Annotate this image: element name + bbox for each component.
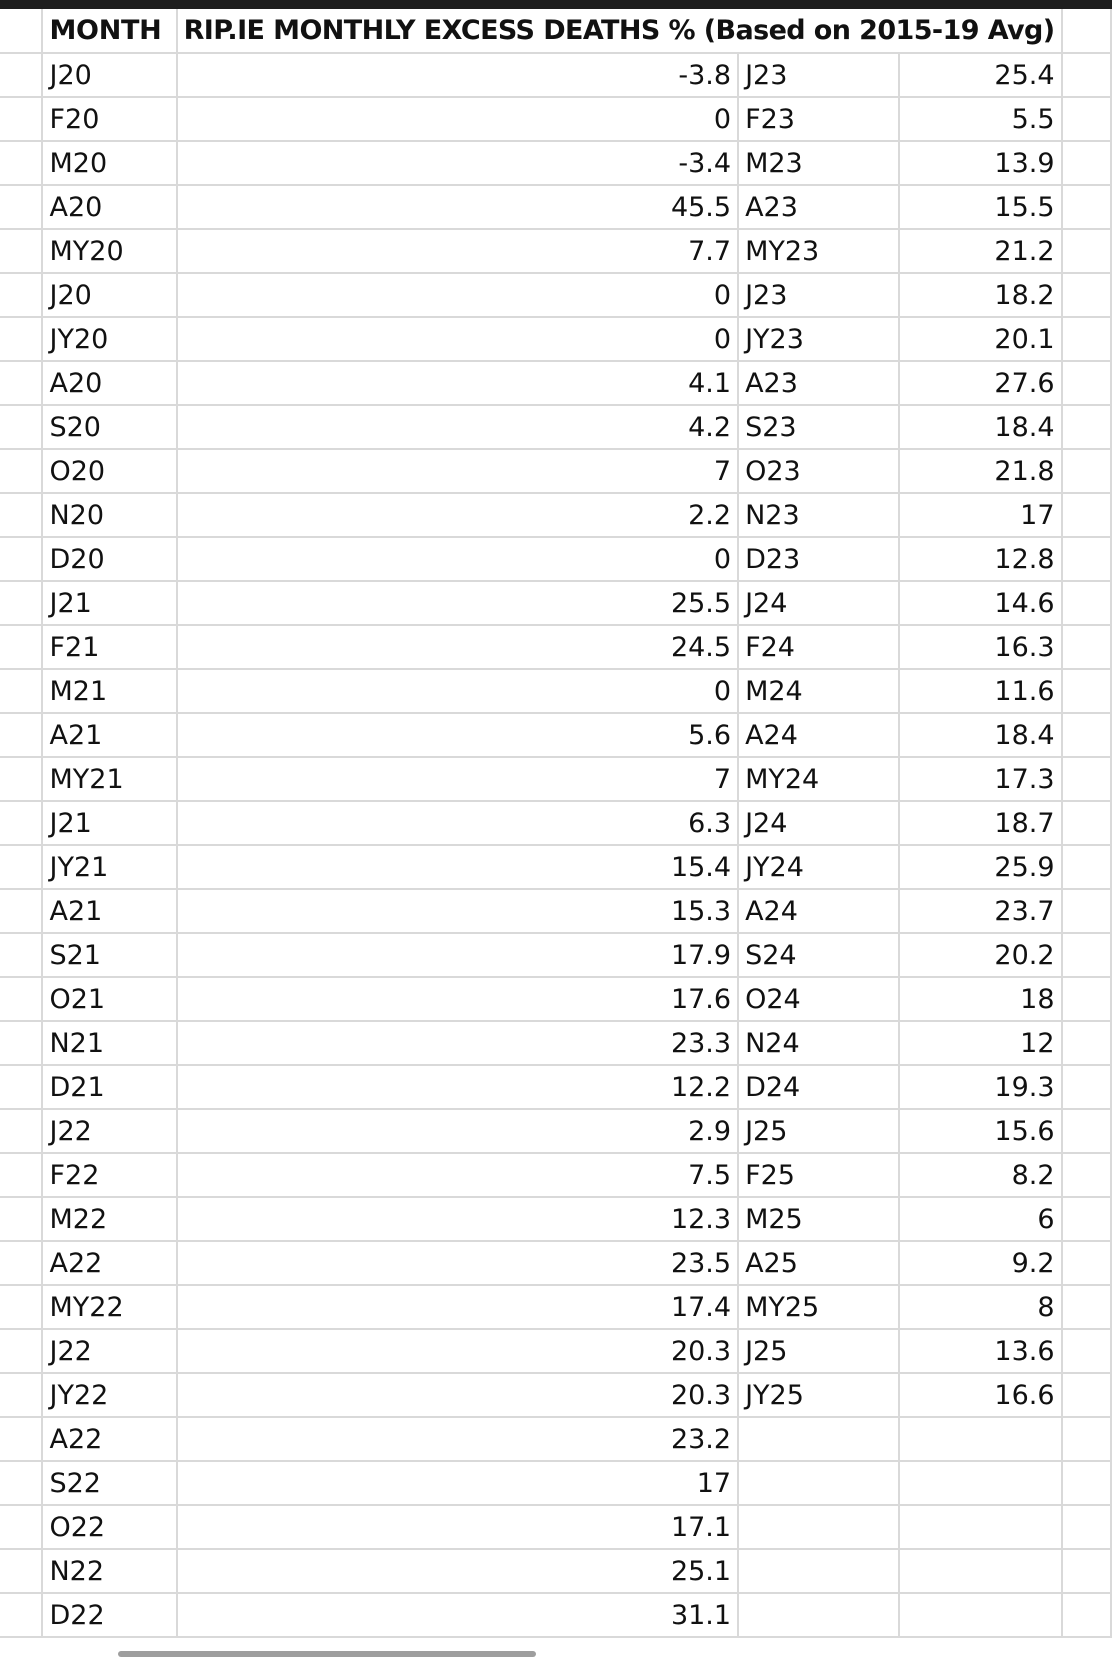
empty-cell[interactable]	[1062, 1241, 1111, 1285]
title-header-cell[interactable]: RIP.IE MONTHLY EXCESS DEATHS % (Based on 2015-19 Avg)	[177, 9, 1062, 53]
row-gutter-cell[interactable]	[0, 1461, 42, 1505]
excess-pct-cell[interactable]: 7.7	[177, 229, 739, 273]
month2-cell[interactable]: O23	[738, 449, 899, 493]
excess-pct2-cell[interactable]	[899, 1505, 1062, 1549]
month-cell[interactable]: A20	[42, 361, 176, 405]
empty-cell[interactable]	[1062, 889, 1111, 933]
excess-pct2-cell[interactable]: 5.5	[899, 97, 1062, 141]
empty-cell[interactable]	[1062, 1065, 1111, 1109]
empty-cell[interactable]	[1062, 1329, 1111, 1373]
excess-pct2-cell[interactable]	[899, 1417, 1062, 1461]
table-row	[0, 1505, 1111, 1549]
excess-pct-cell[interactable]: 4.1	[177, 361, 739, 405]
empty-cell[interactable]	[1062, 977, 1111, 1021]
table-row	[0, 933, 1111, 977]
month-cell[interactable]: D20	[42, 537, 176, 581]
month2-cell[interactable]: JY25	[738, 1373, 899, 1417]
month2-cell[interactable]: N23	[738, 493, 899, 537]
row-gutter-cell[interactable]	[0, 713, 42, 757]
excess-pct2-cell[interactable]: 16.6	[899, 1373, 1062, 1417]
row-gutter-cell[interactable]	[0, 845, 42, 889]
empty-cell[interactable]	[1062, 581, 1111, 625]
excess-pct-cell[interactable]: 23.5	[177, 1241, 739, 1285]
empty-cell[interactable]	[1062, 1109, 1111, 1153]
excess-pct-cell[interactable]: 15.3	[177, 889, 739, 933]
table-row	[0, 713, 1111, 757]
month-cell[interactable]: A22	[42, 1241, 176, 1285]
excess-pct2-cell[interactable]: 13.9	[899, 141, 1062, 185]
excess-pct-cell[interactable]: 0	[177, 669, 739, 713]
table-row	[0, 801, 1111, 845]
excess-pct2-cell[interactable]: 15.6	[899, 1109, 1062, 1153]
month-cell[interactable]: D22	[42, 1593, 176, 1637]
excess-pct-cell[interactable]: 24.5	[177, 625, 739, 669]
empty-cell[interactable]	[1062, 141, 1111, 185]
row-gutter-cell[interactable]	[0, 1549, 42, 1593]
excess-pct-cell[interactable]: 45.5	[177, 185, 739, 229]
excess-pct2-cell[interactable]	[899, 1549, 1062, 1593]
row-gutter-cell[interactable]	[0, 493, 42, 537]
row-gutter-cell[interactable]	[0, 625, 42, 669]
month-cell[interactable]: JY21	[42, 845, 176, 889]
table-row	[0, 1373, 1111, 1417]
month-cell[interactable]: O22	[42, 1505, 176, 1549]
empty-cell[interactable]	[1062, 713, 1111, 757]
excess-pct-cell[interactable]: 17.4	[177, 1285, 739, 1329]
table-row	[0, 1153, 1111, 1197]
table-row	[0, 141, 1111, 185]
empty-cell[interactable]	[1062, 405, 1111, 449]
excess-pct-cell[interactable]: 4.2	[177, 405, 739, 449]
month-cell[interactable]: S22	[42, 1461, 176, 1505]
month2-cell[interactable]: MY24	[738, 757, 899, 801]
excess-pct-cell[interactable]: 25.1	[177, 1549, 739, 1593]
month-cell[interactable]: A22	[42, 1417, 176, 1461]
empty-cell[interactable]	[1062, 1285, 1111, 1329]
excess-pct-cell[interactable]: 17.9	[177, 933, 739, 977]
row-gutter-cell[interactable]	[0, 97, 42, 141]
table-row	[0, 889, 1111, 933]
empty-cell[interactable]	[1062, 537, 1111, 581]
empty-cell[interactable]	[1062, 669, 1111, 713]
month-cell[interactable]: F22	[42, 1153, 176, 1197]
month-cell[interactable]: F20	[42, 97, 176, 141]
month2-cell[interactable]: MY25	[738, 1285, 899, 1329]
excess-pct2-cell[interactable]: 15.5	[899, 185, 1062, 229]
month2-cell[interactable]: A24	[738, 889, 899, 933]
empty-cell[interactable]	[1062, 185, 1111, 229]
row-gutter-cell[interactable]	[0, 889, 42, 933]
row-gutter-cell[interactable]	[0, 1065, 42, 1109]
excess-pct2-cell[interactable]: 18	[899, 977, 1062, 1021]
excess-pct2-cell[interactable]: 20.2	[899, 933, 1062, 977]
excess-pct-cell[interactable]: -3.4	[177, 141, 739, 185]
table-row	[0, 1021, 1111, 1065]
month2-cell[interactable]: A25	[738, 1241, 899, 1285]
excess-pct-cell[interactable]: 17	[177, 1461, 739, 1505]
excess-pct2-cell[interactable]: 14.6	[899, 581, 1062, 625]
excess-pct-cell[interactable]: -3.8	[177, 53, 739, 97]
empty-cell[interactable]	[1062, 449, 1111, 493]
empty-cell[interactable]	[1062, 273, 1111, 317]
month-cell[interactable]: N20	[42, 493, 176, 537]
row-gutter-cell[interactable]	[0, 1285, 42, 1329]
table-row	[0, 1065, 1111, 1109]
empty-cell[interactable]	[1062, 317, 1111, 361]
empty-cell[interactable]	[1062, 53, 1111, 97]
table-row	[0, 1109, 1111, 1153]
month2-cell[interactable]: J23	[738, 273, 899, 317]
excess-pct-cell[interactable]: 2.2	[177, 493, 739, 537]
month-cell[interactable]: J22	[42, 1329, 176, 1373]
empty-cell[interactable]	[1062, 757, 1111, 801]
table-row	[0, 1461, 1111, 1505]
excess-pct2-cell[interactable]: 23.7	[899, 889, 1062, 933]
excess-pct-cell[interactable]: 7	[177, 757, 739, 801]
table-row	[0, 317, 1111, 361]
month-cell[interactable]: M22	[42, 1197, 176, 1241]
excess-pct2-cell[interactable]	[899, 1461, 1062, 1505]
month2-cell[interactable]: J25	[738, 1109, 899, 1153]
row-gutter-cell[interactable]	[0, 1593, 42, 1637]
month2-cell[interactable]: F23	[738, 97, 899, 141]
empty-cell[interactable]	[1062, 361, 1111, 405]
month-cell[interactable]: S21	[42, 933, 176, 977]
month-cell[interactable]: J20	[42, 53, 176, 97]
row-gutter-cell[interactable]	[0, 405, 42, 449]
month2-cell[interactable]: D24	[738, 1065, 899, 1109]
excess-pct2-cell[interactable]: 8	[899, 1285, 1062, 1329]
row-gutter-cell[interactable]	[0, 361, 42, 405]
month2-cell[interactable]: M24	[738, 669, 899, 713]
excess-pct-cell[interactable]: 31.1	[177, 1593, 739, 1637]
row-gutter-cell[interactable]	[0, 1241, 42, 1285]
row-gutter-cell[interactable]	[0, 977, 42, 1021]
month-cell[interactable]: M21	[42, 669, 176, 713]
month2-cell[interactable]: S23	[738, 405, 899, 449]
excess-pct2-cell[interactable]: 18.2	[899, 273, 1062, 317]
month2-cell[interactable]: J24	[738, 801, 899, 845]
excess-pct2-cell[interactable]: 25.4	[899, 53, 1062, 97]
month2-cell[interactable]: A23	[738, 361, 899, 405]
spreadsheet-grid	[0, 9, 1112, 1638]
month-cell[interactable]: A21	[42, 889, 176, 933]
excess-pct2-cell[interactable]	[899, 1593, 1062, 1637]
excess-pct2-cell[interactable]: 18.7	[899, 801, 1062, 845]
excess-pct2-cell[interactable]: 18.4	[899, 713, 1062, 757]
row-gutter-cell[interactable]	[0, 1021, 42, 1065]
empty-cell[interactable]	[1062, 1505, 1111, 1549]
month-cell[interactable]: MY20	[42, 229, 176, 273]
excess-pct2-cell[interactable]: 21.2	[899, 229, 1062, 273]
month2-cell[interactable]: MY23	[738, 229, 899, 273]
empty-cell[interactable]	[1062, 1153, 1111, 1197]
row-gutter-cell[interactable]	[0, 449, 42, 493]
month-cell[interactable]: J20	[42, 273, 176, 317]
row-gutter-cell[interactable]	[0, 317, 42, 361]
month-cell[interactable]: JY20	[42, 317, 176, 361]
row-gutter-cell[interactable]	[0, 1109, 42, 1153]
month2-cell[interactable]: A24	[738, 713, 899, 757]
row-gutter-cell[interactable]	[0, 229, 42, 273]
header-row	[0, 9, 1111, 53]
month-cell[interactable]: A21	[42, 713, 176, 757]
empty-cell[interactable]	[1062, 9, 1111, 53]
empty-cell[interactable]	[1062, 845, 1111, 889]
month2-cell[interactable]: M23	[738, 141, 899, 185]
table-row	[0, 229, 1111, 273]
month2-cell[interactable]: F24	[738, 625, 899, 669]
empty-cell[interactable]	[1062, 493, 1111, 537]
month-cell[interactable]: O21	[42, 977, 176, 1021]
excess-pct-cell[interactable]: 0	[177, 97, 739, 141]
table-row	[0, 1197, 1111, 1241]
month2-cell[interactable]	[738, 1417, 899, 1461]
excess-pct-cell[interactable]: 20.3	[177, 1373, 739, 1417]
empty-cell[interactable]	[1062, 229, 1111, 273]
table-row	[0, 1549, 1111, 1593]
empty-cell[interactable]	[1062, 625, 1111, 669]
excess-pct-cell[interactable]: 23.3	[177, 1021, 739, 1065]
table-row	[0, 581, 1111, 625]
row-gutter-cell[interactable]	[0, 1197, 42, 1241]
month2-cell[interactable]	[738, 1461, 899, 1505]
row-gutter-cell[interactable]	[0, 933, 42, 977]
empty-cell[interactable]	[1062, 97, 1111, 141]
month2-cell[interactable]: D23	[738, 537, 899, 581]
row-gutter-cell[interactable]	[0, 1373, 42, 1417]
excess-pct2-cell[interactable]: 17.3	[899, 757, 1062, 801]
month-cell[interactable]: O20	[42, 449, 176, 493]
month-cell[interactable]: F21	[42, 625, 176, 669]
table-row	[0, 1241, 1111, 1285]
month-cell[interactable]: MY22	[42, 1285, 176, 1329]
excess-pct2-cell[interactable]: 12	[899, 1021, 1062, 1065]
excess-pct-cell[interactable]: 0	[177, 273, 739, 317]
month-cell[interactable]: A20	[42, 185, 176, 229]
excess-pct2-cell[interactable]: 12.8	[899, 537, 1062, 581]
row-gutter-cell[interactable]	[0, 537, 42, 581]
month-cell[interactable]: J21	[42, 801, 176, 845]
excess-pct2-cell[interactable]: 21.8	[899, 449, 1062, 493]
excess-pct-cell[interactable]: 5.6	[177, 713, 739, 757]
month-cell[interactable]: MY21	[42, 757, 176, 801]
row-gutter-cell[interactable]	[0, 185, 42, 229]
table-row	[0, 537, 1111, 581]
row-gutter-cell[interactable]	[0, 757, 42, 801]
excess-pct-cell[interactable]: 0	[177, 537, 739, 581]
table-row	[0, 1417, 1111, 1461]
month2-cell[interactable]: J23	[738, 53, 899, 97]
month2-cell[interactable]: F25	[738, 1153, 899, 1197]
month-cell[interactable]: D21	[42, 1065, 176, 1109]
row-gutter-cell[interactable]	[0, 1505, 42, 1549]
row-gutter-cell[interactable]	[0, 1153, 42, 1197]
excess-pct2-cell[interactable]: 11.6	[899, 669, 1062, 713]
month2-cell[interactable]: N24	[738, 1021, 899, 1065]
row-gutter-cell[interactable]	[0, 801, 42, 845]
month2-cell[interactable]: A23	[738, 185, 899, 229]
excess-pct-cell[interactable]: 17.1	[177, 1505, 739, 1549]
excess-pct-cell[interactable]: 0	[177, 317, 739, 361]
month-cell[interactable]: J21	[42, 581, 176, 625]
month2-cell[interactable]	[738, 1549, 899, 1593]
table-row	[0, 361, 1111, 405]
table-row	[0, 449, 1111, 493]
excess-pct2-cell[interactable]: 6	[899, 1197, 1062, 1241]
excess-pct2-cell[interactable]: 18.4	[899, 405, 1062, 449]
excess-pct2-cell[interactable]: 9.2	[899, 1241, 1062, 1285]
table-row	[0, 53, 1111, 97]
empty-cell[interactable]	[1062, 1593, 1111, 1637]
excess-pct2-cell[interactable]: 25.9	[899, 845, 1062, 889]
table-row	[0, 405, 1111, 449]
table-row	[0, 757, 1111, 801]
month2-cell[interactable]: M25	[738, 1197, 899, 1241]
empty-cell[interactable]	[1062, 1021, 1111, 1065]
excess-pct2-cell[interactable]: 27.6	[899, 361, 1062, 405]
top-toolbar-edge	[0, 0, 1112, 9]
row-gutter-cell[interactable]	[0, 273, 42, 317]
empty-cell[interactable]	[1062, 1549, 1111, 1593]
row-gutter-cell[interactable]	[0, 1417, 42, 1461]
table-row	[0, 625, 1111, 669]
month2-cell[interactable]: J25	[738, 1329, 899, 1373]
table-row	[0, 185, 1111, 229]
excess-pct-cell[interactable]: 15.4	[177, 845, 739, 889]
excess-pct2-cell[interactable]: 8.2	[899, 1153, 1062, 1197]
excess-pct2-cell[interactable]: 13.6	[899, 1329, 1062, 1373]
empty-cell[interactable]	[1062, 933, 1111, 977]
month2-cell[interactable]: J24	[738, 581, 899, 625]
month-cell[interactable]: N22	[42, 1549, 176, 1593]
excess-pct2-cell[interactable]: 19.3	[899, 1065, 1062, 1109]
table-row	[0, 273, 1111, 317]
month-cell[interactable]: M20	[42, 141, 176, 185]
empty-cell[interactable]	[1062, 1417, 1111, 1461]
row-gutter-cell[interactable]	[0, 669, 42, 713]
excess-pct-cell[interactable]: 25.5	[177, 581, 739, 625]
row-gutter-cell[interactable]	[0, 1329, 42, 1373]
excess-pct-cell[interactable]: 17.6	[177, 977, 739, 1021]
table-row	[0, 97, 1111, 141]
month-cell[interactable]: N21	[42, 1021, 176, 1065]
excess-pct-cell[interactable]: 7	[177, 449, 739, 493]
table-row	[0, 845, 1111, 889]
table-row	[0, 1285, 1111, 1329]
month2-cell[interactable]	[738, 1593, 899, 1637]
empty-cell[interactable]	[1062, 1461, 1111, 1505]
table-row	[0, 669, 1111, 713]
excess-pct2-cell[interactable]: 16.3	[899, 625, 1062, 669]
month-header-cell[interactable]: MONTH	[42, 9, 176, 53]
excess-pct-cell[interactable]: 6.3	[177, 801, 739, 845]
excess-pct-cell[interactable]: 20.3	[177, 1329, 739, 1373]
month-cell[interactable]: S20	[42, 405, 176, 449]
row-gutter-cell[interactable]	[0, 53, 42, 97]
table-row	[0, 977, 1111, 1021]
month2-cell[interactable]: JY24	[738, 845, 899, 889]
excess-pct2-cell[interactable]: 20.1	[899, 317, 1062, 361]
empty-cell[interactable]	[1062, 1373, 1111, 1417]
empty-cell[interactable]	[1062, 801, 1111, 845]
excess-pct-cell[interactable]: 12.3	[177, 1197, 739, 1241]
month2-cell[interactable]: O24	[738, 977, 899, 1021]
month2-cell[interactable]: JY23	[738, 317, 899, 361]
row-gutter-cell[interactable]	[0, 141, 42, 185]
month-cell[interactable]: JY22	[42, 1373, 176, 1417]
excess-pct-cell[interactable]: 12.2	[177, 1065, 739, 1109]
excess-pct-cell[interactable]: 2.9	[177, 1109, 739, 1153]
excess-pct-cell[interactable]: 7.5	[177, 1153, 739, 1197]
month-cell[interactable]: J22	[42, 1109, 176, 1153]
row-gutter-cell[interactable]	[0, 581, 42, 625]
table-row	[0, 1593, 1111, 1637]
excess-pct-cell[interactable]: 23.2	[177, 1417, 739, 1461]
month2-cell[interactable]	[738, 1505, 899, 1549]
table-row	[0, 493, 1111, 537]
row-gutter-cell[interactable]	[0, 9, 42, 53]
table-row	[0, 1329, 1111, 1373]
month2-cell[interactable]: S24	[738, 933, 899, 977]
empty-cell[interactable]	[1062, 1197, 1111, 1241]
excess-pct2-cell[interactable]: 17	[899, 493, 1062, 537]
horizontal-scrollbar[interactable]	[118, 1651, 536, 1657]
